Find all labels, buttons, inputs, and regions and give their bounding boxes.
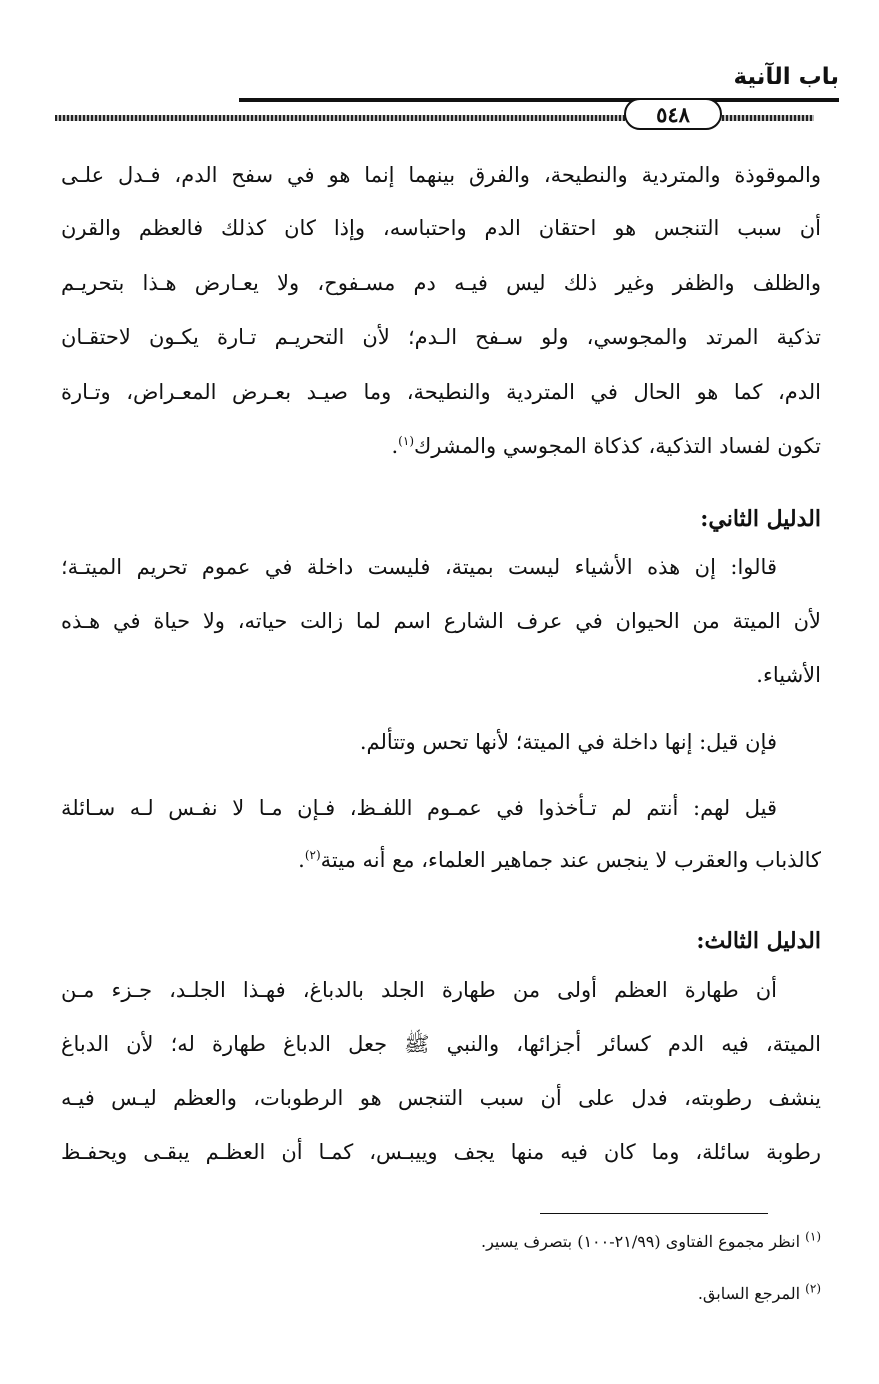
footnote-separator: [540, 1213, 768, 1214]
page-number: [624, 98, 722, 130]
text-line: أن سبب التنجس هو احتقان الدم واحتباسه، وإذا كان كذلك فالعظم والقرن: [61, 216, 821, 240]
footnote-mark: (٢): [805, 1281, 821, 1296]
footnote-2: [697, 1281, 821, 1303]
text-line-content: تكون لفساد التذكية، كذكاة المجوسي والمشرك: [414, 434, 821, 458]
running-header-title: باب الآنية: [733, 64, 839, 90]
page-number-text: ٥٤٨: [656, 101, 690, 127]
text-line: قيل لهم: أنتم لم تـأخذوا في عمـوم اللفـظ، فـإن مـا لا نفـس لـه سـائلة: [61, 796, 777, 820]
text-line-content: كالذباب والعقرب لا ينجس عند جماهير العلماء، مع أنه ميتة: [320, 848, 821, 872]
footnote-mark: (١): [805, 1229, 821, 1244]
text-line: فإن قيل: إنها داخلة في الميتة؛ لأنها تحس وتتألم.: [359, 730, 777, 754]
footnote-text: المرجع السابق.: [697, 1284, 801, 1303]
footnote-ref-2: (٢): [304, 848, 321, 862]
sentence-end: .: [391, 434, 399, 458]
text-line: تذكية المرتد والمجوسي، ولو سـفح الـدم؛ لأن التحريـم تـارة يكـون لاحتقـان: [61, 325, 821, 349]
text-line: رطوبة سائلة، وما كان فيه منها يجف وييبـس، كمـا أن العظـم يبقـى ويحفـظ: [61, 1140, 821, 1164]
text-line: الدم، كما هو الحال في المتردية والنطيحة، وما صيـد بعـرض المعـراض، وتـارة: [61, 380, 821, 404]
text-line: [61, 845, 821, 875]
text-line: والموقوذة والمتردية والنطيحة، والفرق بينهما إنما هو في سفح الدم، فـدل علـى: [61, 163, 821, 187]
header-hatch-rule-right: [718, 115, 814, 121]
text-line: أن طهارة العظم أولى من طهارة الجلد بالدباغ، فهـذا الجلـد، جـزء مـن: [61, 978, 777, 1002]
text-line: ينشف رطوبته، فدل على أن سبب التنجس هو الرطوبات، والعظم ليـس فيـه: [61, 1086, 821, 1110]
footnote-text: انظر مجموع الفتاوى (٢١/٩٩-١٠٠) بتصرف يسير.: [480, 1232, 801, 1251]
section-heading-third-proof: الدليل الثالث:: [696, 928, 821, 954]
text-line: قالوا: إن هذه الأشياء ليست بميتة، فليست داخلة في عموم تحريم الميتـة؛: [61, 555, 777, 579]
footnote-1: [480, 1229, 821, 1251]
text-line: الميتة، فيه الدم كسائر أجزائها، والنبي ﷺ جعل الدباغ طهارة له؛ لأن الدباغ: [61, 1032, 821, 1056]
text-line: الأشياء.: [756, 663, 821, 687]
footnote-ref-1: (١): [398, 434, 414, 448]
text-line: لأن الميتة من الحيوان في عرف الشارع اسم لما زالت حياته، ولا حياة في هـذه: [61, 609, 821, 633]
sentence-end: .: [298, 848, 305, 872]
header-rule: [239, 98, 839, 102]
text-line: [61, 431, 821, 461]
header-hatch-rule-left: [55, 115, 625, 121]
text-line: والظلف والظفر وغير ذلك ليس فيـه دم مسـفوح، ولا يعـارض هـذا بتحريـم: [61, 271, 821, 295]
section-heading-second-proof: الدليل الثاني:: [700, 506, 821, 532]
